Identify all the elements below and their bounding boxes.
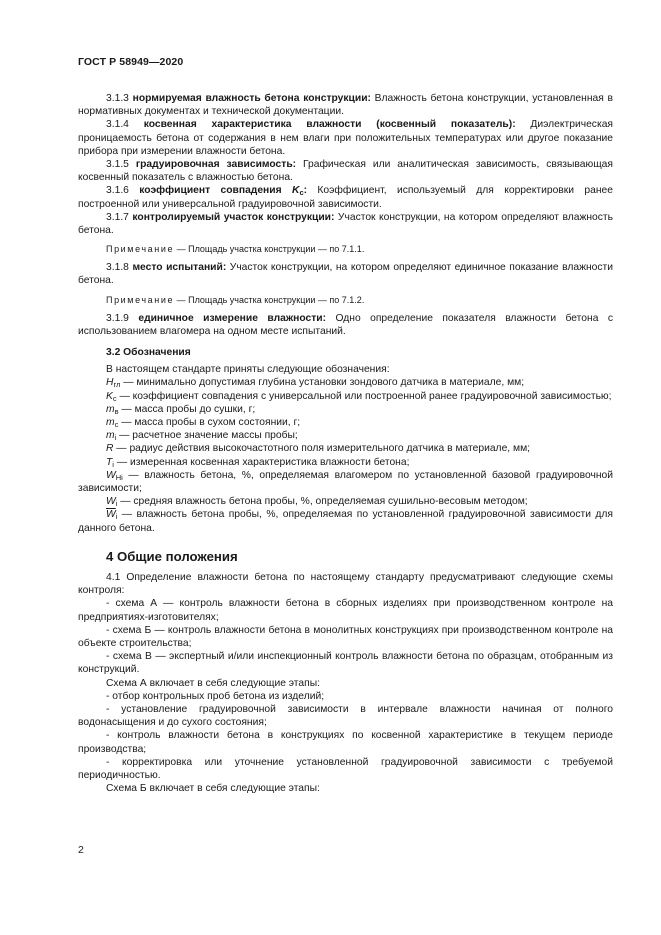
term-3-1-4: 3.1.4 косвенная характеристика влажности (косвенный показатель): Диэлектрическая проницаемость бетона от содержания в нем влаги при положительных температурах или другое показание прибора при измерении влажности бетона. (78, 119, 613, 157)
symbol-item: $H_{гл}$ — минимально допустимая глубина установки зондового датчика в материале, мм; (106, 377, 525, 390)
term-3-1-8: 3.1.8 место испытаний: Участок конструкции, на котором определяют единичное показание влажности бетона. (78, 262, 613, 287)
term-3-1-6: 3.1.6 коэффициент совпадения $K_c$: Коэффициент, используемый для корректировки ранее построенной или универсальной градуировочной зависимости. (78, 185, 613, 210)
symbol-item: $W_i$ — средняя влажность бетона пробы, %, определяемая сушильно-весовым методом; (106, 496, 528, 509)
term-3-1-5: 3.1.5 градуировочная зависимость: Графическая или аналитическая зависимость, связывающая косвенный показатель с влажностью бетона. (78, 159, 613, 184)
list-item: - схема А — контроль влажности бетона в сборных изделиях при производственном контроле на предприятиях-изготовителях; (78, 598, 613, 623)
symbol-item: R — радиус действия высокочастотного поля измерительного датчика в материале, мм; (106, 443, 531, 455)
note-1: Примечание — Площадь участка конструкции — по 7.1.1. (106, 244, 365, 255)
page-number: 2 (78, 844, 84, 856)
symbol-item: $m_c$ — масса пробы в сухом состоянии, г; (106, 417, 301, 430)
term-3-1-7: 3.1.7 контролируемый участок конструкции: Участок конструкции, на котором определяют влажность бетона. (78, 211, 613, 237)
paragraph-4-1: 4.1 Определение влажности бетона по настоящему стандарту предусматривают следующие схемы контроля: (78, 571, 613, 597)
symbol-item: $K_c$ — коэффициент совпадения с универсальной или построенной ранее градуировочной зависимостью; (106, 390, 612, 403)
list-item: - контроль влажности бетона в конструкциях по косвенной характеристике в текущем периоде производства; (78, 730, 613, 755)
list-item: - установление градуировочной зависимости в интервале влажности начиная от полного водонасыщения и до сухого состояния; (78, 703, 613, 729)
list-item: - схема В — экспертный и/или инспекционный контроль влажности бетона по образцам, отобранным из конструкций. (78, 651, 613, 676)
symbol-item: $W_{Hi}$ — влажность бетона, %, определяемая влагомером по установленной базовой градуировочной зависимости; (78, 469, 613, 495)
symbols-intro: В настоящем стандарте приняты следующие обозначения: (106, 364, 390, 376)
term-3-1-9: 3.1.9 единичное измерение влажности: Одно определение показателя влажности бетона с использованием влагомера на одном месте испытаний. (78, 312, 613, 337)
term-3-1-3: 3.1.3 нормируемая влажность бетона конструкции: Влажность бетона конструкции, установленная в нормативных документах и технической документации. (78, 93, 613, 118)
list-item: - схема Б — контроль влажности бетона в монолитных конструкциях при производственном контроле на объекте строительства; (78, 624, 613, 649)
page-content (78, 92, 613, 795)
section-4-title: 4 Общие положения (106, 548, 238, 564)
symbol-item: $m_i$ — расчетное значение массы пробы; (106, 430, 298, 443)
symbol-item: $T_i$ — измеренная косвенная характеристика влажности бетона; (106, 456, 410, 469)
symbol-item: $\overline{W}_i$ — влажность бетона пробы, %, определяемая по установленной градуировочной зависимости для данного бетона. (78, 509, 613, 534)
list-item: - корректировка или уточнение установленной градуировочной зависимости с требуемой периодичностью. (78, 756, 613, 781)
symbol-item: $m_в$ — масса пробы до сушки, г; (106, 403, 256, 416)
scheme-a-intro: Схема А включает в себя следующие этапы: (106, 677, 320, 689)
note-2: Примечание — Площадь участка конструкции — по 7.1.2. (106, 294, 365, 305)
document-header: ГОСТ Р 58949—2020 (78, 56, 184, 68)
section-3-2-title: 3.2 Обозначения (106, 347, 191, 359)
list-item: - отбор контрольных проб бетона из изделий; (106, 690, 325, 702)
scheme-b-intro: Схема Б включает в себя следующие этапы: (106, 783, 320, 795)
